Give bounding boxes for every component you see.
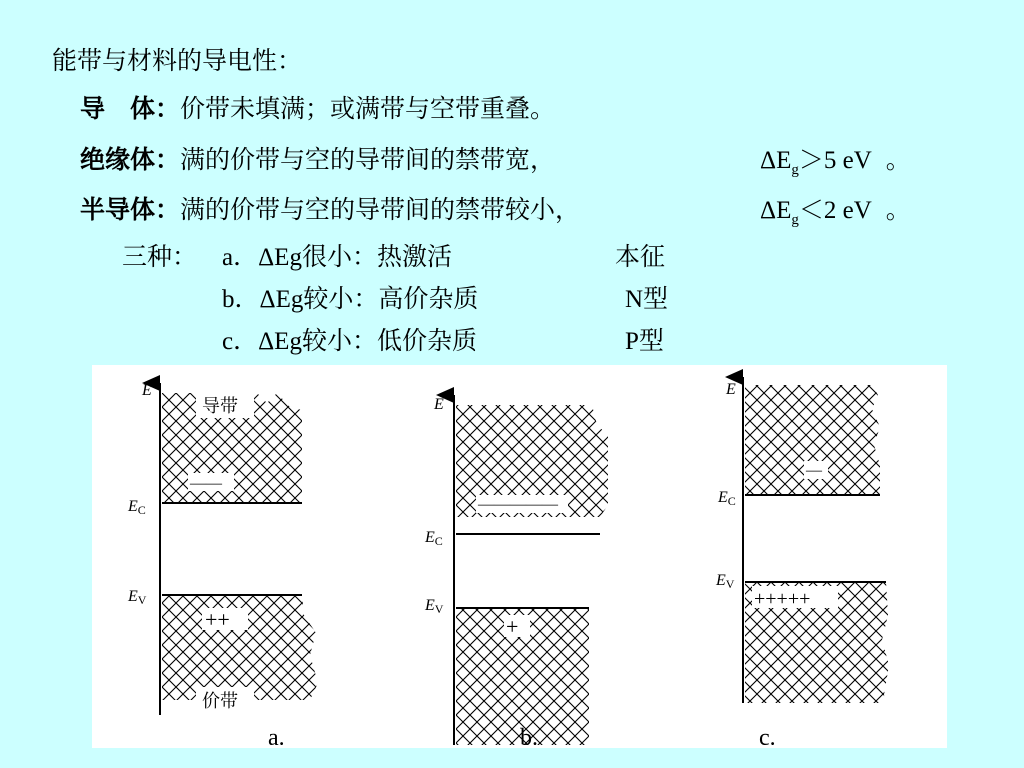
axis-label-c: E [726, 381, 736, 398]
semiconductor-label: 半导体 [80, 197, 156, 224]
insulator-delta: ΔE [760, 147, 792, 174]
ev-label-b: EV [425, 597, 444, 616]
type-case-a: a．ΔEg很小：热激活 [222, 244, 452, 271]
types-intro: 三种： [122, 244, 198, 271]
panel-a [127, 382, 318, 748]
type-kind-a: 本征 [615, 244, 666, 271]
insulator-label: 绝缘体 [80, 147, 156, 174]
conductor-text: 价带未填满；或满带与空带重叠。 [180, 96, 556, 123]
ev-label-a: EV [128, 588, 147, 607]
conductor-label: 导 体 [80, 96, 156, 123]
electrons-b: ————— [478, 496, 558, 513]
ec-label-b: EC [425, 529, 443, 548]
insulator-tail: 。 [885, 147, 911, 174]
conductor-separator: ： [155, 96, 181, 123]
holes-c: +++++ [754, 588, 811, 610]
panel-c [715, 377, 889, 748]
insulator-row [80, 146, 555, 176]
insulator-delta-sub: g [791, 162, 799, 178]
semiconductor-compare: ＜2 eV [798, 197, 872, 224]
insulator-text: 满的价带与空的导带间的禁带宽， [180, 147, 556, 174]
band-diagrams [92, 365, 947, 748]
caption-b: b. [520, 725, 538, 748]
panel-b [424, 395, 608, 748]
axis-label-a: E [142, 382, 152, 399]
insulator-separator: ： [155, 147, 181, 174]
semiconductor-separator: ： [155, 197, 181, 224]
holes-a: ++ [205, 607, 230, 632]
ec-label-c: EC [718, 489, 736, 508]
semiconductor-row [80, 196, 580, 226]
slide-title: 能带与材料的导电性： [52, 48, 303, 75]
semiconductor-delta: ΔE [760, 197, 792, 224]
type-kind-c: P型 [625, 328, 664, 355]
valence-band-label: 价带 [202, 691, 238, 712]
type-case-b: b．ΔEg较小：高价杂质 [222, 286, 479, 313]
ev-label-c: EV [716, 572, 735, 591]
axis-label-b: E [434, 396, 444, 413]
band-diagram-panel [92, 365, 947, 748]
semiconductor-gap-value [760, 196, 911, 235]
electrons-a: —— [190, 475, 222, 492]
caption-c: c. [759, 725, 776, 748]
semiconductor-text: 满的价带与空的导带间的禁带较小， [180, 197, 581, 224]
semiconductor-tail: 。 [885, 197, 911, 224]
holes-b: + [506, 614, 519, 639]
type-kind-b: N型 [625, 286, 669, 313]
semiconductor-delta-sub: g [791, 212, 799, 228]
insulator-compare: ＞5 eV [798, 147, 872, 174]
conductor-row [80, 95, 555, 125]
ec-label-a: EC [128, 498, 146, 517]
type-case-c: c．ΔEg较小：低价杂质 [222, 328, 477, 355]
caption-a: a. [268, 725, 285, 748]
conduction-band-label: 导带 [202, 396, 238, 417]
insulator-gap-value [760, 146, 911, 185]
electrons-c: — [806, 462, 822, 479]
